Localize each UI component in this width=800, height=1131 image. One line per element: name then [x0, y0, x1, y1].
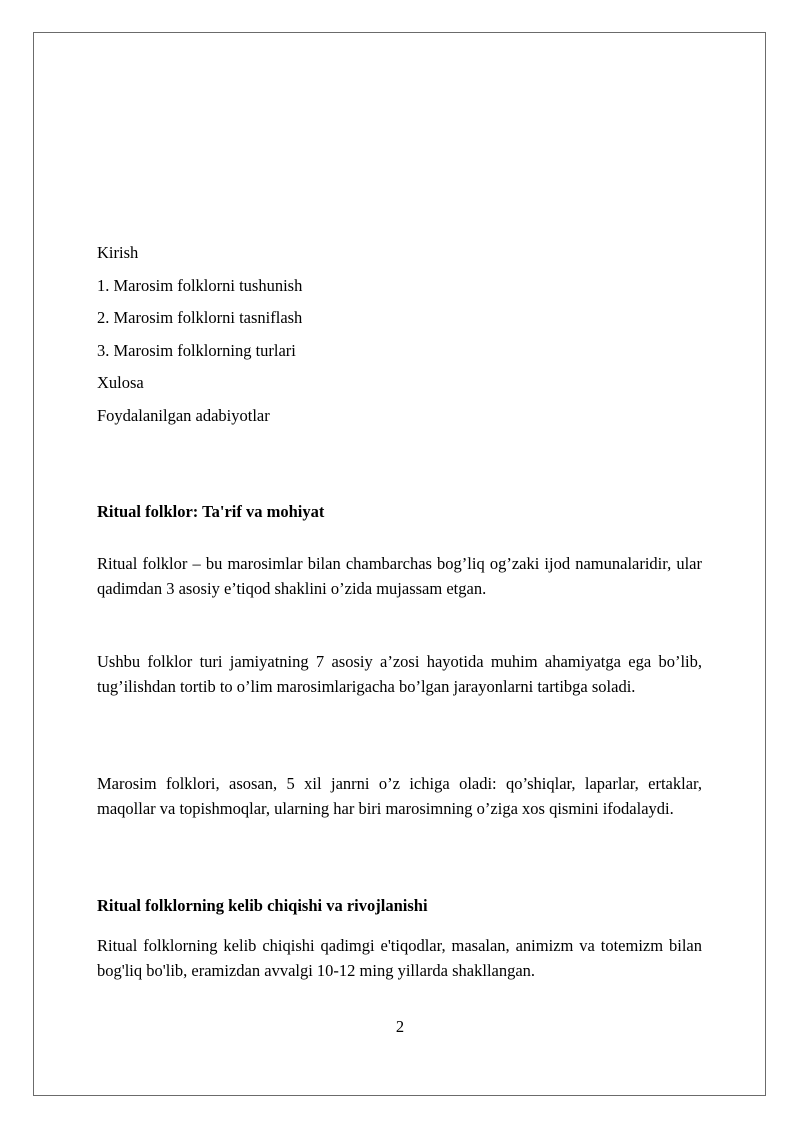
toc-item-references: Foydalanilgan adabiyotlar — [97, 405, 270, 425]
paragraph-definition-3: Marosim folklori, asosan, 5 xil janrni o’z ichiga oladi: qo’shiqlar, laparlar, ertaklar, maqollar va topishmoqlar, ularning har biri marosimning o’ziga xos qismini ifodalaydi. — [97, 774, 702, 818]
toc-item-introduction: Kirish — [97, 243, 139, 262]
toc-item-conclusion: Xulosa — [97, 373, 144, 392]
section-heading-origin: Ritual folklorning kelib chiqishi va rivojlanishi — [97, 896, 428, 915]
toc-item-1: 1. Marosim folklorni tushunish — [97, 275, 303, 295]
paragraph-definition-2: Ushbu folklor turi jamiyatning 7 asosiy a’zosi hayotida muhim ahamiyatga ega bo’lib, tug’ilishdan tortib to o’lim marosimlarigacha bo’lgan jarayonlarni tartibga soladi. — [97, 652, 702, 696]
paragraph-definition-1: Ritual folklor – bu marosimlar bilan chambarchas bog’liq og’zaki ijod namunalaridir, ular qadimdan 3 asosiy e’tiqod shaklini o’zida mujassam etgan. — [97, 554, 702, 598]
section-heading-definition: Ritual folklor: Ta'rif va mohiyat — [97, 502, 325, 521]
paragraph-origin-1: Ritual folklorning kelib chiqishi qadimgi e'tiqodlar, masalan, animizm va totemizm bilan bog'liq bo'lib, eramizdan avvalgi 10-12 ming yillarda shakllangan. — [97, 936, 702, 980]
toc-item-3: 3. Marosim folklorning turlari — [97, 340, 296, 360]
toc-item-2: 2. Marosim folklorni tasniflash — [97, 308, 303, 327]
table-of-contents — [97, 240, 702, 435]
page-number: 2 — [395, 1017, 405, 1036]
